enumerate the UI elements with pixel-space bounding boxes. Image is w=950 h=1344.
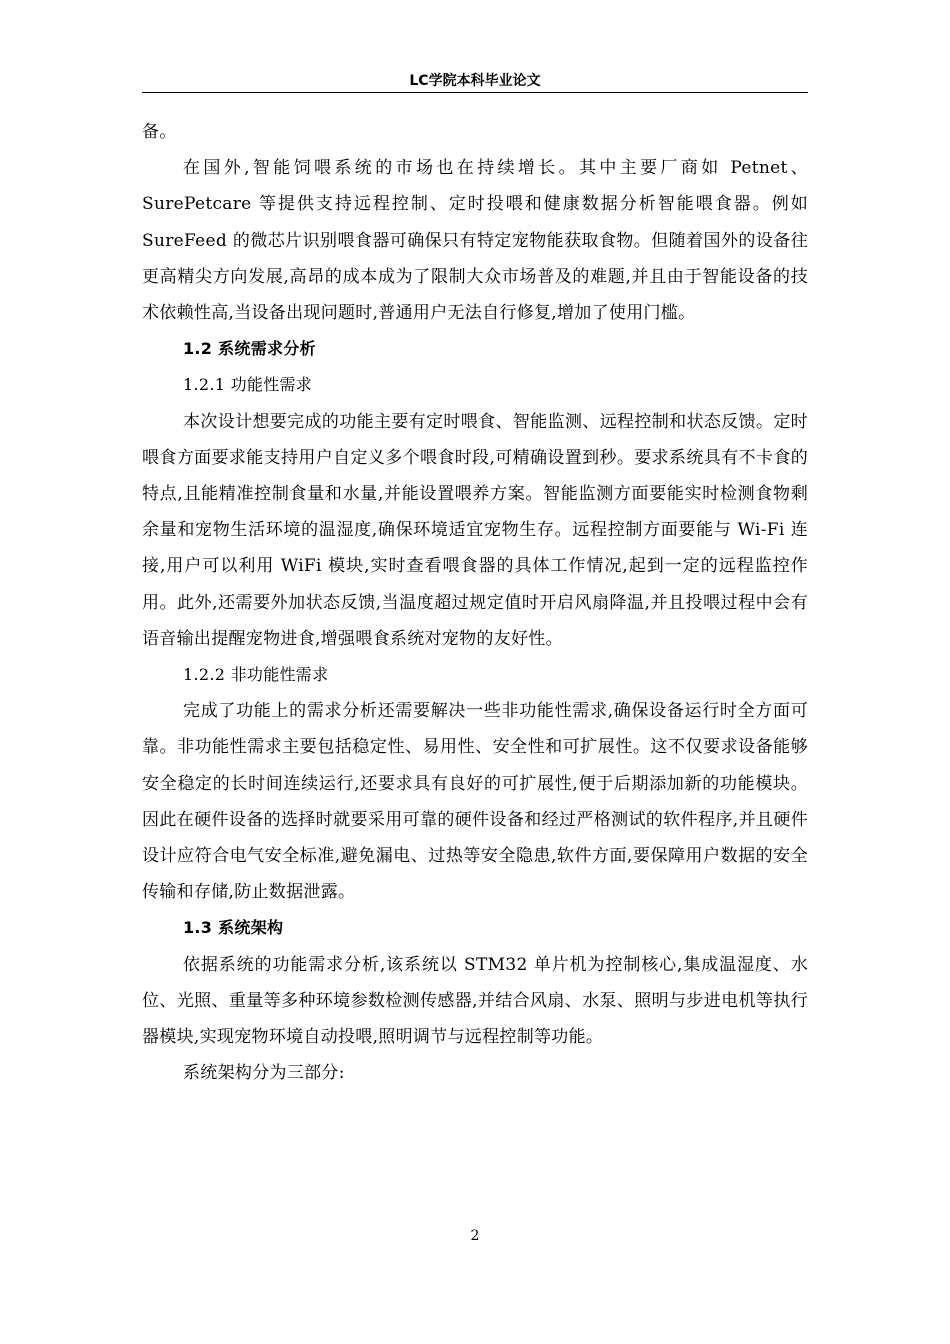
running-header: LC学院本科毕业论文 (409, 73, 541, 89)
section-heading-1-2: 1.2 系统需求分析 (183, 339, 316, 359)
header-divider (142, 92, 808, 93)
paragraph-system-architecture: 依据系统的功能需求分析,该系统以 STM32 单片机为控制核心,集成温湿度、水位、光照、重量等多种环境参数检测传感器,并结合风扇、水泵、照明与步进电机等执行器模块,实现宠物环境自动投喂,照明调节与远程控制等功能。 (142, 954, 808, 1048)
paragraph-nonfunctional-requirements: 完成了功能上的需求分析还需要解决一些非功能性需求,确保设备运行时全方面可靠。非功能性需求主要包括稳定性、易用性、安全性和可扩展性。这不仅要求设备能够安全稳定的长时间连续运行,还要求具有良好的可扩展性,便于后期添加新的功能模块。因此在硬件设备的选择时就要采用可靠的硬件设备和经过严格测试的软件程序,并且硬件设计应符合电气安全标准,避免漏电、过热等安全隐患,软件方面,要保障用户数据的安全传输和存储,防止数据泄露。 (142, 701, 808, 903)
section-heading-1-3: 1.3 系统架构 (183, 918, 284, 938)
subsection-heading-1-2-2: 1.2.2 非功能性需求 (183, 665, 329, 685)
paragraph-architecture-parts: 系统架构分为三部分: (183, 1063, 345, 1084)
page-number: 2 (470, 1228, 480, 1244)
subsection-heading-1-2-1: 1.2.1 功能性需求 (183, 375, 313, 395)
paragraph-foreign-market: 在国外,智能饲喂系统的市场也在持续增长。其中主要厂商如 Petnet、SurePetcare 等提供支持远程控制、定时投喂和健康数据分析智能喂食器。例如 SureFeed 的微芯片识别喂食器可确保只有特定宠物能获取食物。但随着国外的设备往更高精尖方向发展,高昂的成本成为了限制大众市场普及的难题,并且由于智能设备的技术依赖性高,当设备出现问题时,普通用户无法自行修复,增加了使用门槛。 (142, 158, 808, 324)
paragraph-continuation: 备。 (142, 122, 177, 142)
page-body (142, 114, 808, 1091)
paragraph-functional-requirements: 本次设计想要完成的功能主要有定时喂食、智能监测、远程控制和状态反馈。定时喂食方面要求能支持用户自定义多个喂食时段,可精确设置到秒。要求系统具有不卡食的特点,且能精准控制食量和水量,并能设置喂养方案。智能监测方面要能实时检测食物剩余量和宠物生活环境的温湿度,确保环境适宜宠物生存。远程控制方面要能与 Wi-Fi 连接,用户可以利用 WiFi 模块,实时查看喂食器的具体工作情况,起到一定的远程监控作用。此外,还需要外加状态反馈,当温度超过规定值时开启风扇降温,并且投喂过程中会有语音输出提醒宠物进食,增强喂食系统对宠物的友好性。 (142, 411, 808, 649)
